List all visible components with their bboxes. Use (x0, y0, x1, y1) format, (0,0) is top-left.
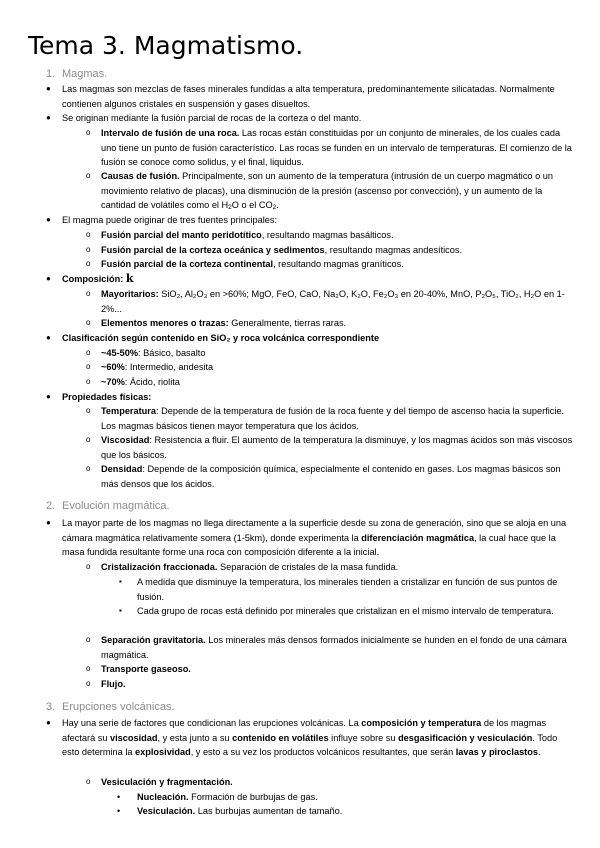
bullet-icon: o (86, 377, 91, 386)
bullet-icon: o (86, 664, 91, 673)
term: lavas y piroclastos (455, 747, 538, 757)
bullet-icon: o (86, 259, 91, 268)
list-item (86, 346, 577, 361)
paragraph-text: , resultando magmas basálticos. (261, 230, 394, 240)
term: Separación gravitatoria. (101, 635, 206, 645)
list-item (117, 804, 577, 819)
list-item (46, 111, 577, 126)
list-item (46, 213, 577, 228)
list-item (46, 82, 577, 111)
paragraph-text: Principalmente, son un aumento de la temperatura (intrusión de un cuerpo magmático o un movimiento relativo de placas), una disminución de la presión (ascenso por convección), y un aumento de la cantidad de volátiles como el H (101, 171, 553, 210)
list-item (86, 360, 577, 375)
list-item (86, 243, 577, 258)
bullet-icon: ▪ (119, 606, 122, 615)
list-item (86, 404, 577, 433)
paragraph-text: : Básico, basalto (138, 348, 206, 358)
paragraph-text: Generalmente, tierras raras. (228, 318, 347, 328)
list-item (86, 677, 577, 692)
bullet-icon: o (86, 635, 91, 644)
paragraph-text: Formación de burbujas de gas. (188, 792, 318, 802)
term: Propiedades físicas: (62, 392, 152, 402)
bullet-icon: • (117, 806, 121, 816)
paragraph-text: Las burbujas aumentan de tamaño. (195, 806, 343, 816)
list-item (86, 560, 577, 575)
term: ~70% (101, 377, 125, 387)
list-item (46, 272, 577, 287)
paragraph-text: La mayor parte de los magmas no llega directamente a la superficie desde su zona de generación, sino que se aloja en una cámara magmática relativamente somera (1-5km), donde experimenta la (62, 518, 567, 543)
bullet-icon: o (86, 348, 91, 357)
term: Elementos menores o trazas: (101, 318, 229, 328)
paragraph-text: Las rocas están constituidas por un conjunto de minerales, de los cuales cada uno tiene un punto de fusión característico. Las rocas se funden en un intervalo de temperaturas. El comienzo de la fusión se conoce como solidus, y el final, liquidus. (101, 128, 572, 167)
bullet-icon: ▪ (119, 577, 122, 586)
list-item (86, 462, 577, 491)
bullet-icon: o (86, 406, 91, 415)
section-number: 1. (46, 68, 56, 80)
bullet-icon: o (86, 777, 91, 786)
paragraph-text: . (276, 200, 279, 210)
paragraph-text: SiO₂, Al₂O₃ en >60%; MgO, FeO, CaO, Na₂O, K₂O, Fe₂O₃ en 20-40%, MnO, P₂O₅, TiO₂, H₂O en 1-2%... (101, 289, 565, 314)
paragraph-text: , resultando magmas graníticos. (273, 259, 404, 269)
term: contenido en volátiles (232, 732, 329, 743)
bullet-icon: o (86, 245, 91, 254)
subscript: 2 (272, 204, 277, 211)
list-item (86, 433, 577, 462)
list-item (46, 516, 577, 560)
list-item (86, 316, 577, 331)
list-item (86, 375, 577, 390)
section-heading-text: Erupciones volcánicas. (62, 701, 175, 713)
bullet-icon: ● (46, 392, 51, 401)
paragraph-text: : Ácido, riolita (124, 377, 180, 387)
term: viscosidad (110, 732, 158, 743)
page-title: Tema 3. Magmatismo. (28, 31, 304, 60)
term: explosividad (135, 747, 191, 757)
term: Mayoritarios: (101, 289, 159, 299)
list-item (86, 287, 577, 316)
list-item (117, 790, 577, 805)
list-item (119, 575, 577, 604)
paragraph-text: Hay una serie de factores que condicionan las erupciones volcánicas. La (62, 718, 362, 728)
section-heading-text: Magmas. (62, 68, 108, 80)
bullet-icon: ● (46, 518, 51, 527)
paragraph-text: Las magmas son mezclas de fases minerales fundidas a alta temperatura, predominantemente silicatadas. Normalmente contienen algunos cristales en suspensión y gases disueltos. (62, 84, 555, 109)
paragraph-text: : Resistencia a fluir. El aumento de la temperatura la disminuye, y los magmas ácidos son más viscosos que los básicos. (101, 435, 573, 460)
paragraph-text: , la cual hace que la masa fundida resultante forme una roca con composición diferente a la inicial. (62, 532, 556, 557)
paragraph-text: . Todo esto determina la (62, 732, 558, 757)
term: Clasificación según contenido en SiO₂ y roca volcánica correspondiente (62, 333, 380, 343)
list-item (86, 126, 577, 170)
k-glyph: k (125, 272, 134, 285)
term: Flujo. (101, 679, 126, 689)
term: ~60% (101, 362, 125, 372)
paragraph-text: Separación de cristales de la masa fundida. (217, 562, 399, 572)
subscript: 2 (228, 204, 232, 211)
term: ~45-50% (101, 348, 139, 358)
term: Intervalo de fusión de una roca. (101, 128, 240, 138)
paragraph-text: . (537, 747, 541, 757)
list-item (86, 662, 577, 677)
term: Viscosidad (101, 435, 150, 445)
list-item (46, 716, 577, 760)
term: Composición: (62, 274, 124, 284)
section-heading-erupciones (46, 700, 175, 714)
section-heading-evolucion (46, 499, 170, 513)
section-heading-text: Evolución magmática. (62, 500, 170, 512)
term: desgasificación y vesiculación (398, 732, 533, 743)
term: composición y temperatura (361, 718, 482, 728)
bullet-icon: o (86, 289, 91, 298)
paragraph-text: : Depende de la composición química, especialmente el contenido en gases. Los magmas básicos son más densos que los ácidos. (101, 464, 561, 489)
list-item (86, 169, 577, 213)
paragraph-text: Cada grupo de rocas está definido por minerales que cristalizan en el mismo intervalo de temperatura. (137, 606, 554, 616)
bullet-icon: o (86, 318, 91, 327)
paragraph-text: El magma puede originar de tres fuentes principales: (62, 215, 278, 225)
term: Cristalización fraccionada. (101, 562, 218, 572)
paragraph-text: Se originan mediante la fusión parcial de rocas de la corteza o del manto. (62, 113, 362, 123)
paragraph-text: influye sobre su (328, 732, 399, 743)
term: diferenciación magmática (361, 532, 475, 543)
paragraph-text: , y esto a su vez los productos volcánicos resultantes, que serán (190, 747, 456, 757)
section-heading-magmas (46, 67, 107, 81)
paragraph-text: O o el CO (231, 200, 273, 210)
paragraph-text: : Intermedio, andesita (124, 362, 214, 372)
bullet-icon: o (86, 464, 91, 473)
paragraph-text: Los minerales más densos formados inicialmente se hunden en el fondo de una cámara magmática. (101, 635, 567, 660)
bullet-icon: o (86, 362, 91, 371)
term: Transporte gaseoso. (101, 664, 191, 674)
list-item (86, 257, 577, 272)
term: Vesiculación. (137, 806, 196, 816)
bullet-icon: ● (46, 84, 51, 93)
list-item (119, 604, 577, 619)
paragraph-text: : Depende de la temperatura de fusión de la roca fuente y del tiempo de ascenso hacia la superficie. Los magmas básicos tienen mayor temperatura que los ácidos. (101, 406, 565, 431)
term: Fusión parcial de la corteza oceánica y sedimentos (101, 245, 325, 255)
bullet-icon: ● (46, 215, 51, 224)
bullet-icon: ● (46, 274, 51, 283)
bullet-icon: ● (46, 333, 51, 342)
term: Causas de fusión. (101, 171, 180, 181)
bullet-icon: ● (46, 113, 51, 122)
paragraph-text: de los magmas afectará su (62, 718, 547, 743)
bullet-icon: ● (46, 718, 51, 727)
list-item (86, 633, 577, 662)
term: Temperatura (101, 406, 156, 416)
term: Vesiculación y fragmentación. (101, 777, 233, 787)
paragraph-text: A medida que disminuye la temperatura, los minerales tienden a cristalizar en función de sus puntos de fusión. (137, 577, 558, 602)
list-item (86, 775, 577, 790)
paragraph-text: , y esta junto a su (157, 732, 233, 743)
bullet-icon: o (86, 435, 91, 444)
term: Nucleación. (137, 792, 189, 802)
bullet-icon: o (86, 230, 91, 239)
list-item (86, 228, 577, 243)
section-number: 3. (46, 701, 56, 713)
bullet-icon: o (86, 171, 91, 180)
bullet-icon: o (86, 128, 91, 137)
term: Fusión parcial del manto peridotítico (101, 230, 262, 240)
term: Fusión parcial de la corteza continental (101, 259, 274, 269)
bullet-icon: o (86, 562, 91, 571)
bullet-icon: o (86, 679, 91, 688)
list-item (46, 390, 577, 405)
paragraph-text: , resultando magmas andesíticos. (324, 245, 463, 255)
list-item (46, 331, 577, 346)
term: Densidad (101, 464, 143, 474)
bullet-icon: • (117, 792, 121, 802)
section-number: 2. (46, 500, 56, 512)
